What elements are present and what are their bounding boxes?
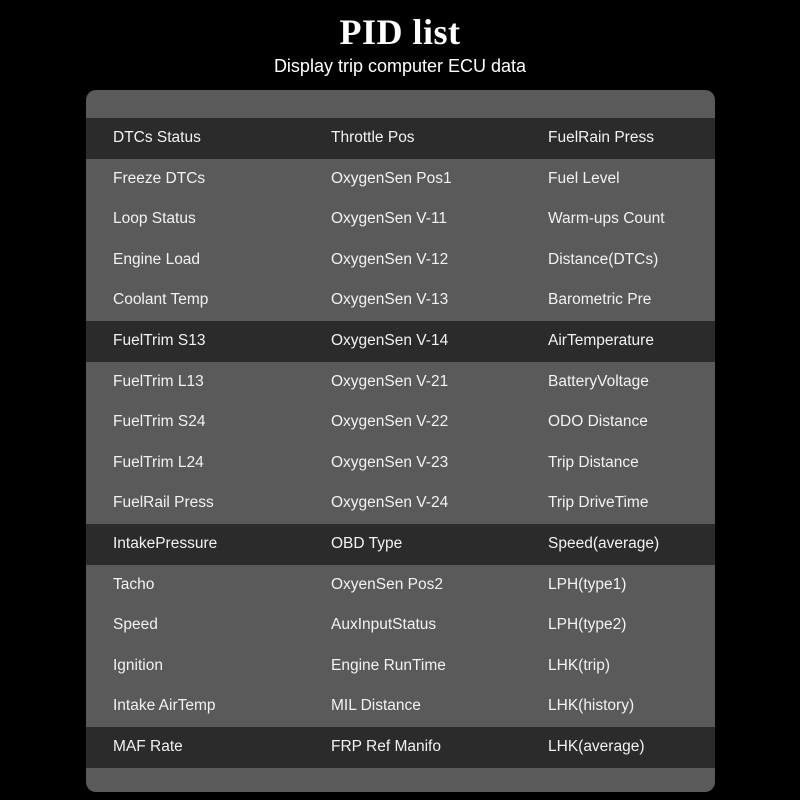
pid-list-panel [86, 90, 715, 792]
pid-item: AuxInputStatus [331, 616, 437, 634]
pid-item: OxygenSen V-23 [331, 453, 449, 471]
pid-item: OxygenSen V-22 [331, 413, 449, 431]
table-row [86, 443, 715, 484]
pid-item: OxyenSen Pos2 [331, 575, 444, 593]
pid-item: Trip Distance [548, 453, 639, 471]
pid-item: LHK(trip) [548, 656, 611, 674]
pid-list-table [86, 118, 715, 768]
pid-item: BatteryVoltage [548, 372, 649, 390]
pid-item: LPH(type1) [548, 575, 627, 593]
pid-item: OxygenSen V-13 [331, 291, 449, 309]
table-row [86, 646, 715, 687]
pid-item: Intake AirTemp [113, 697, 216, 715]
page-title: PID list [339, 12, 461, 52]
pid-item: Engine Load [113, 250, 201, 268]
table-row [86, 402, 715, 443]
table-row [86, 605, 715, 646]
pid-item: FuelTrim S13 [113, 331, 206, 349]
pid-item: Speed(average) [548, 534, 660, 552]
pid-item: Throttle Pos [331, 129, 415, 146]
pid-item: Freeze DTCs [113, 169, 206, 187]
pid-item: MAF Rate [113, 737, 183, 755]
highlighted-table-row [86, 321, 715, 362]
table-row [86, 686, 715, 727]
pid-item: OxygenSen V-12 [331, 250, 449, 268]
pid-item: AirTemperature [548, 331, 654, 349]
pid-item: OBD Type [331, 534, 403, 552]
pid-item: FuelRail Press [113, 494, 214, 512]
pid-item: LPH(type2) [548, 616, 627, 634]
pid-item: OxygenSen V-24 [331, 494, 449, 512]
pid-item: DTCs Status [113, 129, 201, 146]
pid-item: Tacho [113, 575, 155, 593]
page-subtitle: Display trip computer ECU data [273, 56, 527, 76]
pid-item: OxygenSen V-11 [331, 210, 448, 228]
pid-item: LHK(average) [548, 737, 645, 755]
table-row [86, 280, 715, 321]
pid-item: OxygenSen Pos1 [331, 169, 452, 187]
pid-item: Fuel Level [548, 169, 620, 187]
table-row [86, 565, 715, 606]
pid-item: FuelTrim L13 [113, 372, 204, 390]
pid-item: Engine RunTime [331, 656, 446, 674]
table-row [86, 159, 715, 200]
pid-item: Trip DriveTime [548, 494, 649, 512]
pid-item: MIL Distance [331, 697, 421, 715]
pid-item: FuelRain Press [548, 129, 654, 146]
pid-item: Loop Status [113, 210, 196, 228]
pid-item: Coolant Temp [113, 291, 209, 309]
table-row [86, 362, 715, 403]
pid-item: OxygenSen V-21 [331, 372, 449, 390]
pid-item: FuelTrim S24 [113, 413, 206, 431]
pid-item: Barometric Pre [548, 291, 652, 309]
table-row [86, 240, 715, 281]
pid-item: LHK(history) [548, 697, 635, 715]
pid-item: Warm-ups Count [548, 210, 665, 228]
highlighted-table-row [86, 524, 715, 565]
highlighted-table-row [86, 118, 715, 159]
pid-item: FRP Ref Manifo [331, 737, 441, 755]
pid-item: OxygenSen V-14 [331, 331, 449, 349]
pid-item: ODO Distance [548, 413, 648, 431]
pid-item: Speed [113, 616, 158, 634]
table-row [86, 199, 715, 240]
highlighted-table-row [86, 727, 715, 768]
table-row [86, 483, 715, 524]
pid-item: Ignition [113, 656, 163, 674]
pid-item: Distance(DTCs) [548, 250, 659, 268]
pid-item: IntakePressure [113, 534, 218, 552]
pid-item: FuelTrim L24 [113, 453, 204, 471]
